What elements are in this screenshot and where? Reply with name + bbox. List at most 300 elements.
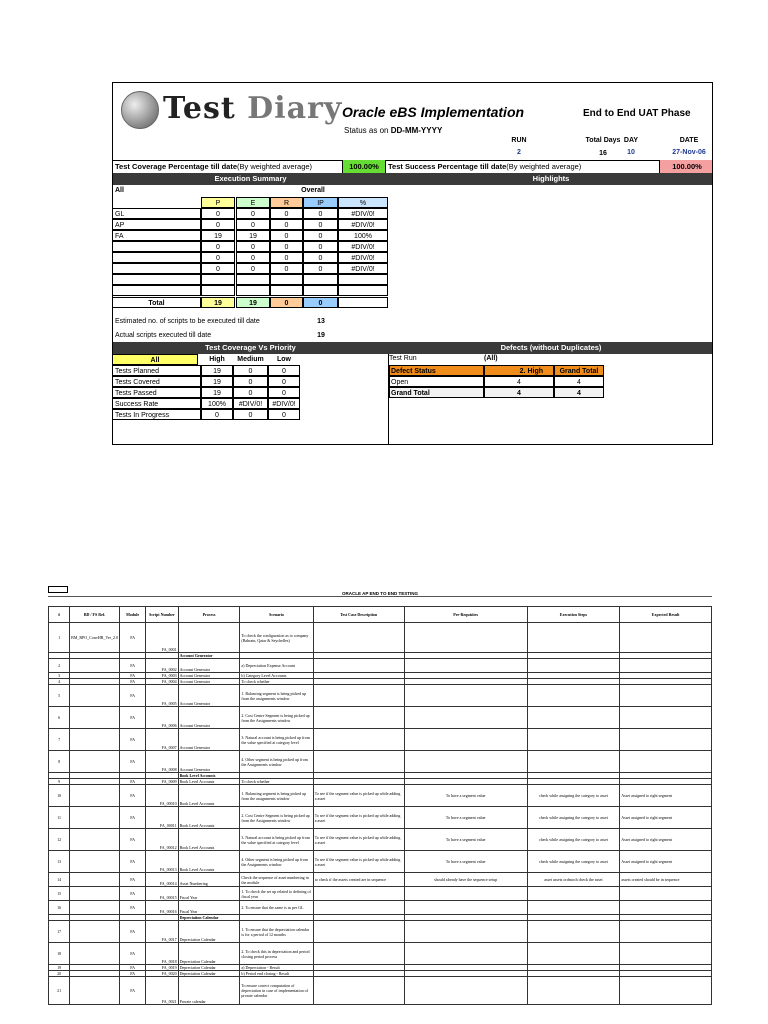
cell-script: FA_0020	[146, 971, 178, 977]
section-label: Depreciation Calendar	[178, 915, 240, 921]
cell-exec	[527, 707, 620, 729]
cell-num: 6	[49, 707, 70, 729]
cell-tcd	[313, 729, 404, 751]
open-label: Open	[389, 376, 484, 387]
cell-exp	[620, 623, 712, 653]
cell-exec: check while assigning the category to asset	[527, 785, 620, 807]
cell-ref	[70, 943, 120, 965]
blank-1-2	[270, 285, 303, 296]
cell-mod: FA	[119, 851, 145, 873]
row-2-col-1: 19	[236, 230, 270, 241]
cell-script: FA_00011	[146, 807, 178, 829]
table-row	[49, 977, 712, 1005]
cell-scen: b) Category Level Accounts	[240, 673, 313, 679]
row-1-col-4: #DIV/0!	[338, 219, 388, 230]
globe-logo-icon	[121, 91, 159, 129]
row-2-col-0: 19	[201, 230, 235, 241]
row-5-col-0: 0	[201, 263, 235, 274]
cell-proc: Book Level Accounts	[178, 851, 240, 873]
cell-mod: FA	[119, 887, 145, 901]
cell-exec	[527, 685, 620, 707]
cell-mod: FA	[119, 779, 145, 785]
cell-scen: To check whether	[240, 779, 313, 785]
section-label: Account Generator	[178, 653, 240, 659]
cell-proc: Account Generator	[178, 659, 240, 673]
cell-proc: Fiscal Year	[178, 887, 240, 901]
blank-1-3	[303, 285, 338, 296]
table-row	[49, 807, 712, 829]
row-name-1: AP	[113, 219, 201, 230]
cell-tcd	[313, 659, 404, 673]
cell-tcd	[313, 707, 404, 729]
cell-scen: 4. Other segment is being picked up from the Assignments window	[240, 851, 313, 873]
table-row	[49, 659, 712, 673]
blank-0-2	[270, 274, 303, 285]
test-cases-table	[48, 606, 712, 1005]
row-3-col-2: 0	[270, 241, 303, 252]
cell-mod: FA	[119, 751, 145, 773]
cell-proc: Account Generator	[178, 679, 240, 685]
total-col-4	[338, 297, 388, 308]
cell-ref	[70, 851, 120, 873]
grand-total-value: 4	[554, 387, 604, 398]
cell-tcd: To see if the segment value is picked up while adding a asset	[313, 807, 404, 829]
cell-proc: Account Generator	[178, 751, 240, 773]
cell-scen: a) Depreciation Expense Account	[240, 659, 313, 673]
cell-num: 19	[49, 965, 70, 971]
table-row	[49, 685, 712, 707]
cell-script: FA_0008	[146, 751, 178, 773]
cell-exec	[527, 901, 620, 915]
cell-exp: Asset assigned to right segment	[620, 807, 712, 829]
cell-mod: FA	[119, 729, 145, 751]
cell-tcd	[313, 943, 404, 965]
column-header-8: Execution Steps	[527, 607, 620, 623]
priority-3-2: #DIV/0!	[268, 398, 300, 409]
cell-tcd: To see if the segment value is picked up while adding a asset	[313, 851, 404, 873]
cell-mod: FA	[119, 685, 145, 707]
cell-num: 21	[49, 977, 70, 1005]
priority-row-1: Tests Covered	[113, 376, 201, 387]
cell-pre: To have a segment value	[404, 807, 527, 829]
cell-exec	[527, 943, 620, 965]
cell-pre: To have a segment value	[404, 851, 527, 873]
cell-proc: Asset Numbering	[178, 873, 240, 887]
cell-proc: Account Generator	[178, 707, 240, 729]
cell-scen: 2. Cost Centre Segment is being picked up from the Assignments window	[240, 707, 313, 729]
row-name-4	[113, 252, 201, 263]
high-label[interactable]: 2. High	[484, 365, 554, 376]
priority-row-3: Success Rate	[113, 398, 201, 409]
priority-0-0: 19	[201, 365, 233, 376]
cell-mod: FA	[119, 943, 145, 965]
test-run-value[interactable]: (All)	[484, 355, 498, 362]
row-3-col-3: 0	[303, 241, 338, 252]
cell-mod: FA	[119, 659, 145, 673]
cell-exec: asset assets ordmoch check the asset	[527, 873, 620, 887]
cell-proc: Book Level Accounts	[178, 779, 240, 785]
cell-num: 2	[49, 659, 70, 673]
cell-proc: Book Level Accounts	[178, 829, 240, 851]
cell-num: 10	[49, 785, 70, 807]
test-script-sheet	[48, 586, 712, 1024]
cell-exec	[527, 623, 620, 653]
blank-0-1	[236, 274, 270, 285]
cell-proc	[178, 623, 240, 653]
table-row	[49, 751, 712, 773]
column-header-3: Script Number	[146, 607, 178, 623]
cell-script: FA_0021	[146, 977, 178, 1005]
cell-scen: 4. Other segment is being picked up from the Assignments window	[240, 751, 313, 773]
priority-row-4: Tests In Progress	[113, 409, 201, 420]
cell-exec	[527, 977, 620, 1005]
cell-scen: 1. Balancing segment is being picked up from the assignments window	[240, 785, 313, 807]
cell-pre	[404, 921, 527, 943]
filter-all[interactable]: All	[115, 187, 124, 194]
coverage-label: Test Coverage Percentage till date(By weighted average)	[115, 160, 340, 174]
priority-all[interactable]: All	[113, 354, 198, 365]
cell-pre	[404, 729, 527, 751]
table-row	[49, 785, 712, 807]
row-name-5	[113, 263, 201, 274]
cell-pre: To have a segment value	[404, 829, 527, 851]
cell-script: FA_0004	[146, 679, 178, 685]
priority-3-1: #DIV/0!	[233, 398, 268, 409]
cell-script: FA_0003	[146, 673, 178, 679]
cell-script: FA_0018	[146, 943, 178, 965]
cell-exp: Asset assigned to right segment	[620, 829, 712, 851]
priority-row-2: Tests Passed	[113, 387, 201, 398]
col-header-0: P	[201, 197, 235, 208]
row-0-col-3: 0	[303, 208, 338, 219]
blank-0-3	[303, 274, 338, 285]
priority-row-0: Tests Planned	[113, 365, 201, 376]
cell-mod: FA	[119, 785, 145, 807]
cell-ref	[70, 901, 120, 915]
cell-mod: FA	[119, 673, 145, 679]
row-5-col-3: 0	[303, 263, 338, 274]
cell-script: FA_0019	[146, 965, 178, 971]
cell-ref	[70, 729, 120, 751]
cell-tcd	[313, 685, 404, 707]
row-3-col-4: #DIV/0!	[338, 241, 388, 252]
cell-script: FA_0005	[146, 685, 178, 707]
cell-mod: FA	[119, 971, 145, 977]
row-4-col-3: 0	[303, 252, 338, 263]
cell-scen: To ensure correct computation of depreciation in case of implementation of prorate calendar	[240, 977, 313, 1005]
cell-mod: FA	[119, 873, 145, 887]
table-row	[49, 943, 712, 965]
cell-exec: check while assigning the category to asset	[527, 851, 620, 873]
status-as-on: Status as on DD-MM-YYYY	[344, 126, 443, 135]
total-col-0: 19	[201, 297, 235, 308]
col-header-3: IP	[303, 197, 338, 208]
cell-ref	[70, 977, 120, 1005]
row-1-col-3: 0	[303, 219, 338, 230]
cell-num: 5	[49, 685, 70, 707]
cell-scen: a) Depreciation - Result	[240, 965, 313, 971]
test-diary-logo: Test Diary	[163, 91, 343, 126]
cell-exp	[620, 729, 712, 751]
cell-scen: To check whether	[240, 679, 313, 685]
cell-exp	[620, 977, 712, 1005]
cell-num: 20	[49, 971, 70, 977]
coverage-value: 100.00%	[342, 160, 386, 174]
grand-total-label: Grand Total	[389, 387, 484, 398]
cell-mod: FA	[119, 807, 145, 829]
cell-script: FA_00010	[146, 785, 178, 807]
cell-num: 1	[49, 623, 70, 653]
estimated-value: 13	[317, 318, 325, 325]
open-total: 4	[554, 376, 604, 387]
cell-scen: Check the sequence of asset numbering in the module	[240, 873, 313, 887]
priority-0-2: 0	[268, 365, 300, 376]
cell-num: 11	[49, 807, 70, 829]
cell-proc: Book Level Accounts	[178, 807, 240, 829]
cell-ref	[70, 807, 120, 829]
table-row	[49, 873, 712, 887]
cell-script: FA_0006	[146, 707, 178, 729]
row-1-col-2: 0	[270, 219, 303, 230]
cell-tcd: To see if the segment value is picked up while adding a asset	[313, 785, 404, 807]
cell-pre	[404, 685, 527, 707]
cell-scen: 2. Cost Centre Segment is being picked up from the Assignments window	[240, 807, 313, 829]
total-col-2: 0	[270, 297, 303, 308]
cell-mod: FA	[119, 965, 145, 971]
estimated-label: Estimated no. of scripts to be executed till date	[115, 318, 260, 325]
row-5-col-1: 0	[236, 263, 270, 274]
cell-script: FA_00012	[146, 829, 178, 851]
day-header: DAY	[623, 137, 639, 144]
row-4-col-1: 0	[236, 252, 270, 263]
cell-proc: Account Generator	[178, 673, 240, 679]
column-header-5: Scenario	[240, 607, 313, 623]
row-name-3	[113, 241, 201, 252]
cell-exec: check while assigning the category to asset	[527, 807, 620, 829]
column-header-7: Pre-Requisites	[404, 607, 527, 623]
execution-summary-header: Execution Summary	[113, 173, 388, 185]
blank-1-1	[236, 285, 270, 296]
priority-2-2: 0	[268, 387, 300, 398]
row-1-col-0: 0	[201, 219, 235, 230]
phase-label: End to End UAT Phase	[583, 108, 691, 119]
cell-num: 13	[49, 851, 70, 873]
cell-exp	[620, 707, 712, 729]
priority-col-1: Medium	[237, 356, 264, 363]
cell-num: 9	[49, 779, 70, 785]
date-value: 27-Nov-06	[672, 149, 706, 156]
cell-tcd	[313, 901, 404, 915]
cell-pre	[404, 901, 527, 915]
cell-num: 14	[49, 873, 70, 887]
priority-4-0: 0	[201, 409, 233, 420]
cell-exp	[620, 887, 712, 901]
row-5-col-2: 0	[270, 263, 303, 274]
cell-num: 3	[49, 673, 70, 679]
cell-pre	[404, 623, 527, 653]
date-header: DATE	[679, 137, 699, 144]
total-days-header: Total Days	[585, 137, 621, 144]
table-row	[49, 901, 712, 915]
table-row	[49, 921, 712, 943]
cell-tcd	[313, 887, 404, 901]
cell-pre	[404, 943, 527, 965]
row-2-col-4: 100%	[338, 230, 388, 241]
blank-0-0	[201, 274, 235, 285]
cell-scen: 1. To ensure that the depreciation calendar is for a period of 12 months	[240, 921, 313, 943]
table-row	[49, 851, 712, 873]
cell-exp	[620, 751, 712, 773]
defect-status-label[interactable]: Defect Status	[389, 365, 484, 376]
cell-script: FA_0007	[146, 729, 178, 751]
cell-ref	[70, 685, 120, 707]
actual-value: 19	[317, 332, 325, 339]
priority-1-1: 0	[233, 376, 268, 387]
blank-row-0	[113, 274, 201, 285]
success-label: Test Success Percentage till date(By weighted average)	[388, 160, 658, 174]
priority-1-2: 0	[268, 376, 300, 387]
cell-exec	[527, 751, 620, 773]
cell-script: FA_0009	[146, 779, 178, 785]
cell-tcd	[313, 751, 404, 773]
cell-tcd	[313, 977, 404, 1005]
blank-0-4	[338, 274, 388, 285]
cell-scen: 3. Natural account is being picked up from the value specified at category level	[240, 729, 313, 751]
table-row	[49, 623, 712, 653]
row-2-col-3: 0	[303, 230, 338, 241]
cell-ref	[70, 921, 120, 943]
cell-exp: assets created should be in sequence	[620, 873, 712, 887]
cell-pre	[404, 659, 527, 673]
cell-num: 7	[49, 729, 70, 751]
priority-1-0: 19	[201, 376, 233, 387]
table-row	[49, 829, 712, 851]
cell-exp	[620, 921, 712, 943]
cell-proc: Prorate calendar	[178, 977, 240, 1005]
column-header-4: Process	[178, 607, 240, 623]
cell-ref	[70, 785, 120, 807]
cell-tcd: To see if the segment value is picked up while adding a asset	[313, 829, 404, 851]
table-row	[49, 707, 712, 729]
cell-exp	[620, 685, 712, 707]
row-name-2: FA	[113, 230, 201, 241]
row-4-col-0: 0	[201, 252, 235, 263]
cell-ref	[70, 659, 120, 673]
cell-ref: BM_RPO_ConvHR_Ver_2.0	[70, 623, 120, 653]
cell-scen: b) Period end closing - Result	[240, 971, 313, 977]
cell-num: 8	[49, 751, 70, 773]
row-4-col-2: 0	[270, 252, 303, 263]
open-high: 4	[484, 376, 554, 387]
cell-pre	[404, 887, 527, 901]
cell-ref	[70, 707, 120, 729]
row-0-col-1: 0	[236, 208, 270, 219]
total-col-3: 0	[303, 297, 338, 308]
sheet-title: ORACLE AP END TO END TESTING	[342, 591, 418, 596]
blank-1-4	[338, 285, 388, 296]
cell-script: FA_00013	[146, 851, 178, 873]
row-1-col-1: 0	[236, 219, 270, 230]
cell-exp	[620, 901, 712, 915]
cell-exp: Asset assigned to right segment	[620, 851, 712, 873]
blank-row-1	[113, 285, 201, 296]
cell-tcd	[313, 623, 404, 653]
cell-tcd: to check if the assets created are in sequence	[313, 873, 404, 887]
column-header-2: Module	[119, 607, 145, 623]
cell-script: FA_00016	[146, 901, 178, 915]
cell-pre: To have a segment value	[404, 785, 527, 807]
total-days-value: 16	[599, 150, 607, 157]
cell-mod: FA	[119, 901, 145, 915]
actual-label: Actual scripts executed till date	[115, 332, 212, 339]
test-run-label: Test Run	[389, 355, 417, 362]
priority-4-2: 0	[268, 409, 300, 420]
section-label: Book Level Accounts	[178, 773, 240, 779]
cell-mod: FA	[119, 921, 145, 943]
priority-2-1: 0	[233, 387, 268, 398]
cell-exp	[620, 943, 712, 965]
cell-proc: Depreciation Calendar	[178, 971, 240, 977]
cell-script: FA_0001	[146, 623, 178, 653]
cell-proc: Account Generator	[178, 729, 240, 751]
cell-proc: Depreciation Calendar	[178, 943, 240, 965]
priority-0-1: 0	[233, 365, 268, 376]
cell-proc: Fiscal Year	[178, 901, 240, 915]
defects-header: Defects (without Duplicates)	[388, 342, 713, 354]
run-header: RUN	[511, 137, 527, 144]
priority-4-1: 0	[233, 409, 268, 420]
cell-exp: Asset assigned to right segment	[620, 785, 712, 807]
cell-script: FA_00014	[146, 873, 178, 887]
cell-mod: FA	[119, 977, 145, 1005]
row-2-col-2: 0	[270, 230, 303, 241]
row-0-col-2: 0	[270, 208, 303, 219]
row-0-col-4: #DIV/0!	[338, 208, 388, 219]
cell-num: 16	[49, 901, 70, 915]
cell-num: 12	[49, 829, 70, 851]
cell-scen: 3. Natural account is being picked up from the value specified at category level	[240, 829, 313, 851]
column-header-0: #	[49, 607, 70, 623]
cell-ref	[70, 887, 120, 901]
priority-col-2: Low	[277, 356, 291, 363]
cell-mod: FA	[119, 679, 145, 685]
cell-exec: check while assigning the category to asset	[527, 829, 620, 851]
day-value: 10	[627, 149, 635, 156]
overall-label: Overall	[301, 187, 325, 194]
cell-num: 17	[49, 921, 70, 943]
cell-pre	[404, 977, 527, 1005]
table-row	[49, 729, 712, 751]
grand-total-high: 4	[484, 387, 554, 398]
total-label: Total	[113, 297, 201, 308]
cell-ref	[70, 751, 120, 773]
column-header-1: BD / FS Ref.	[70, 607, 120, 623]
row-4-col-4: #DIV/0!	[338, 252, 388, 263]
priority-col-0: High	[209, 356, 225, 363]
cell-scen: To check the configuration as to company (Bahrain, Qatar & Seychelles)	[240, 623, 313, 653]
cell-mod: FA	[119, 707, 145, 729]
test-coverage-vs-priority-header: Test Coverage Vs Priority	[113, 342, 388, 354]
cell-num: 15	[49, 887, 70, 901]
cell-pre: should already have the sequence setup	[404, 873, 527, 887]
row-3-col-1: 0	[236, 241, 270, 252]
blank-1-0	[201, 285, 235, 296]
column-header-6: Test Case Description	[313, 607, 404, 623]
cell-exec	[527, 729, 620, 751]
table-row	[49, 887, 712, 901]
cell-num: 4	[49, 679, 70, 685]
cell-exp	[620, 659, 712, 673]
